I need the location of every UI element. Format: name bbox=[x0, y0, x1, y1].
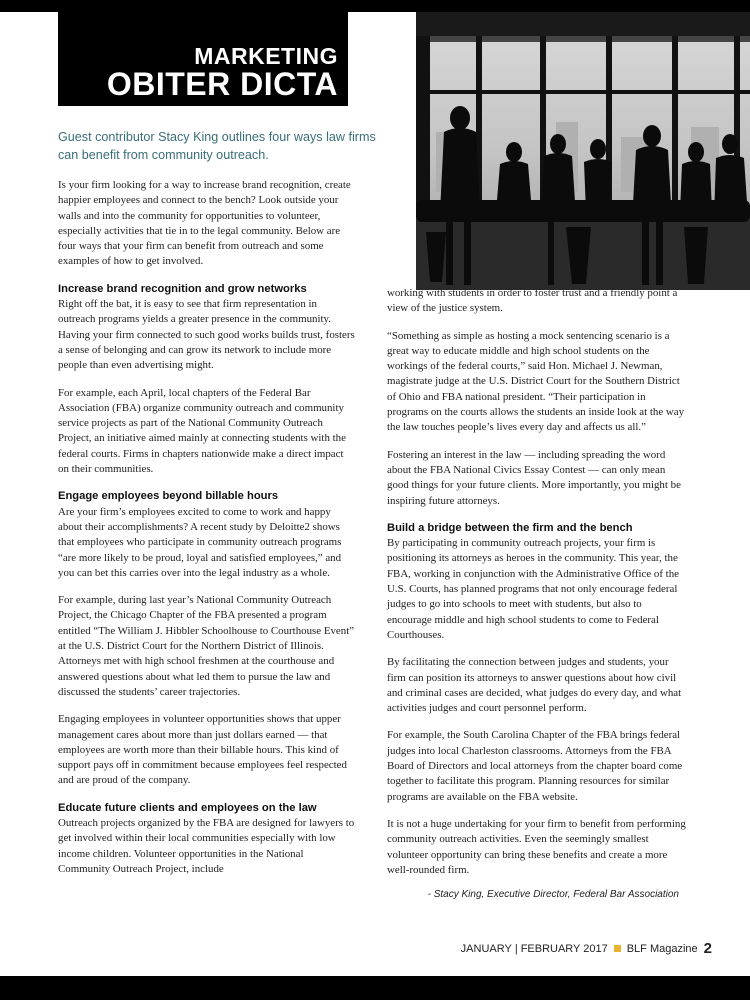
paragraph: Are your firm’s employees excited to come to work and happy about their accomplishments? A recent study by Deloitte2 shows that employees who participate in community outreach programs “are more likely to be proud, loyal and satisfied employees,” and you can bet this carries over into the legal industry as a whole. bbox=[58, 505, 342, 579]
left-column bbox=[58, 178, 356, 889]
paragraph: For example, during last year’s National Community Outreach Project, the Chicago Chapter of the FBA presented a program entitled “The William J. Hibbler Schoolhouse to Courthouse Event” at the U.S. District Court for the Northern District of Illinois. Attorneys met with high school freshmen at the courthouse and answered questions about what led them to pursue the law and discussed the students’ career trajectories. bbox=[58, 594, 355, 698]
footer-month-1: JANUARY bbox=[460, 942, 512, 955]
title-banner bbox=[58, 12, 348, 106]
author-signature: - Stacy King, Executive Director, Federal Bar Association bbox=[427, 889, 679, 901]
paragraph: It is not a huge undertaking for your firm to benefit from performing community outreach activities. Even the seemingly smallest volunteer opportunity can bring these benefits and create a more well-rounded firm. bbox=[387, 817, 686, 876]
magazine-page bbox=[0, 12, 750, 976]
paragraph: working with students in order to foster trust and a friendly point a view of the justice system. bbox=[387, 287, 678, 315]
quote-paragraph: “Something as simple as hosting a mock sentencing scenario is a great way to educate middle and high school students on the workings of the federal courts,” said Hon. Michael J. Newman, magistrate judge at the U.S. District Court for the Southern District of Ohio and FBA national president. “Their participation in programs on the courts allows the students an inside look at the way the law touches people’s lives every day and affects us all.” bbox=[387, 329, 685, 434]
footer-separator: | bbox=[514, 942, 518, 955]
paragraph: Engaging employees in volunteer opportunities shows that upper management cares about more than just dollars earned — that employees are worth more than their billable hours. This kind of support pays off in commitment because employees feel respected and are proud of the company. bbox=[58, 713, 347, 787]
paragraph: Fostering an interest in the law — including spreading the word about the FBA National Civics Essay Contest — can only mean good things for your future clients. More importantly, you might be inspiring future attorneys. bbox=[387, 448, 681, 507]
paragraph: By participating in community outreach projects, your firm is positioning its attorneys as heroes in the community. This year, the FBA, working in conjunction with the Administrative Office of the U.S. Courts, has planned programs that not only encourage federal judges to go into schools to meet with students, but also to encourage middle and high school students to come to Federal Courthouses. bbox=[387, 537, 679, 641]
paragraph: Outreach projects organized by the FBA are designed for lawyers to get involved within their local communities especially with low income children. Volunteer opportunities in the National Community Outreach Project, include bbox=[58, 816, 355, 875]
section-label: MARKETING bbox=[194, 43, 338, 69]
paragraph: For example, the South Carolina Chapter of the FBA brings federal judges into local Charleston classrooms. Attorneys from the FBA Board of Directors and local attorneys from the chapter board come together to facilitate this program. Planning resources for similar programs are available on the FBA website. bbox=[387, 729, 683, 803]
paragraph: Right off the bat, it is easy to see that firm representation in outreach programs yields a greater presence in the community. Having your firm connected to such good works builds trust, fosters a sense of belonging and can grow its network to include more people than even advertising might. bbox=[58, 298, 355, 372]
paragraph: By facilitating the connection between judges and students, your firm can position its attorneys to answer questions about how civil and criminal cases are decided, what judges do every day, and what activities judges and court personnel perform. bbox=[387, 656, 682, 715]
footer-month-2: FEBRUARY 2017 bbox=[520, 942, 608, 955]
page-footer bbox=[461, 940, 712, 957]
meeting-silhouettes-photo bbox=[416, 12, 750, 290]
paragraph: For example, each April, local chapters of the Federal Bar Association (FBA) organize community outreach and community service projects as part of the National Community Outreach Project, an initiative aimed mainly at connecting students with the federal courts. Firms in chapters nationwide make a direct impact on their communities. bbox=[58, 386, 346, 476]
right-column bbox=[387, 286, 689, 902]
heading-educate-clients: Educate future clients and employees on the law bbox=[58, 801, 317, 814]
heading-engage-employees: Engage employees beyond billable hours bbox=[58, 490, 279, 503]
square-bullet-icon bbox=[614, 945, 621, 952]
heading-brand-recognition: Increase brand recognition and grow networks bbox=[58, 282, 307, 295]
page-number: 2 bbox=[703, 940, 712, 957]
page-title: OBITER DICTA bbox=[106, 66, 338, 102]
article-deck: Guest contributor Stacy King outlines four ways law firms can benefit from community outreach. bbox=[58, 130, 376, 162]
intro-paragraph: Is your firm looking for a way to increase brand recognition, create happier employees and connect to the bench? Look outside your walls and into the community for opportunities to volunteer, especially activities that tie in to the legal community. Below are four ways that your firm can benefit from outreach and some examples of how to get involved. bbox=[58, 179, 351, 268]
magazine-name: BLF Magazine bbox=[626, 942, 698, 955]
heading-build-bridge: Build a bridge between the firm and the bench bbox=[387, 521, 633, 534]
